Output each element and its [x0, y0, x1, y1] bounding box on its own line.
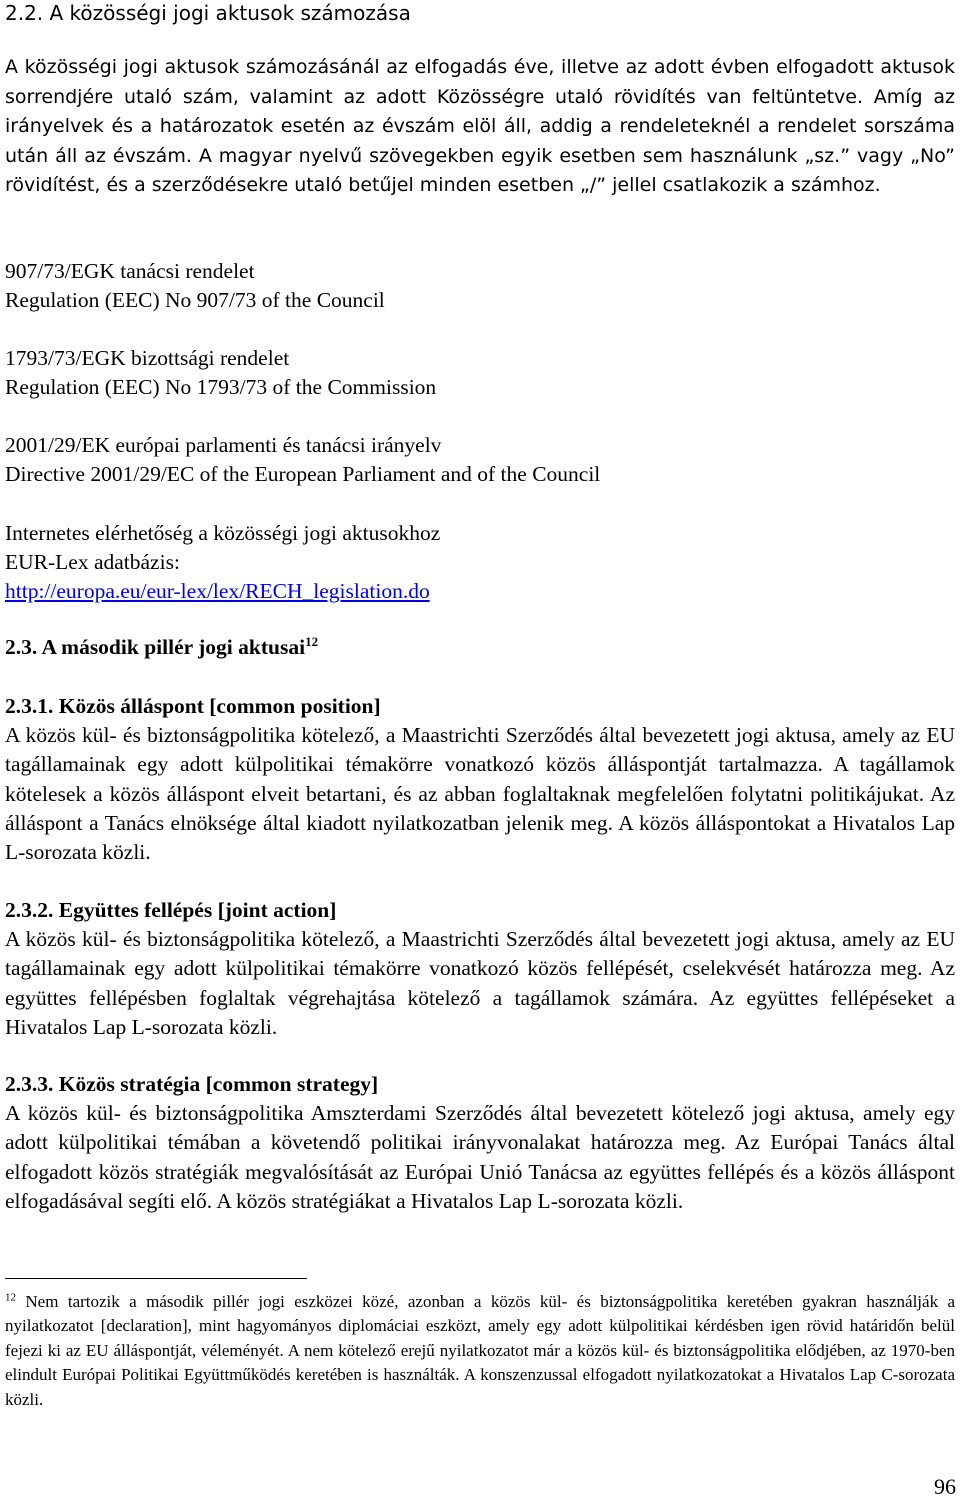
example-3-hu: 2001/29/EK európai parlamenti és tanácsi irányelv [5, 433, 442, 457]
example-3-en: Directive 2001/29/EC of the European Parliament and of the Council [5, 462, 601, 487]
eur-lex-access [5, 519, 955, 607]
section-2-2-paragraph: A közösségi jogi aktusok számozásánál az elfogadás éve, illetve az adott évben elfogadott aktusok sorrendjére utaló szám, valamint az adott Közösségre utaló rövidítés van feltüntetve. Amíg az irányelvek és a határozatok esetén az évszám elöl áll, addig a rendeleteknél a rendelet sorszáma után áll az évszám. A magyar nyelvű szövegekben egyik esetben sem használunk „sz.” vagy „No” rövidítést, és a szerződésekre utaló betűjel minden esetben „/” jellel csatlakozik a számhoz. [5, 56, 955, 196]
section-2-3-title: 2.3. A második pillér jogi aktusai [5, 635, 306, 659]
section-2-3-3-heading: 2.3.3. Közös stratégia [common strategy] [5, 1072, 379, 1096]
footnote-text: Nem tartozik a második pillér jogi eszközei közé, azonban a közös kül- és biztonságpolitika keretében gyakran használják a nyilatkozatot [declaration], mint hagyományos diplomáciai eszközt, amely egy adott külpolitikai kérdésben igen rövid határidőn belül fejezi ki az EU álláspontját, véleményét. A nem kötelező erejű nyilatkozatot már a közös kül- és biztonságpolitika elődjében, az 1970-ben elindult Európai Politikai Együttműködés keretében is használták. A konszenzussal elfogadott nyilatkozatokat a Hivatalos Lap C-sorozata közli. [5, 1292, 956, 1409]
example-1-hu: 907/73/EGK tanácsi rendelet [5, 259, 255, 283]
section-2-3-2-paragraph: A közös kül- és biztonságpolitika kötelező, a Maastrichti Szerződés által bevezetett jogi aktusa, amely az EU tagállamainak egy adott külpolitikai témakörre vonatkozó közös fellépését, cselekvését határozza meg. Az együttes fellépésben foglaltak végrehajtása kötelező a tagállamok számára. Az együttes fellépéseket a Hivatalos Lap L-sorozata közli. [5, 927, 955, 1039]
section-2-3-3-paragraph: A közös kül- és biztonságpolitika Amszterdami Szerződés által bevezetett kötelező jogi aktusa, amely egy adott külpolitikai témában a követendő politikai irányvonalakat határozza meg. Az Európai Tanács által elfogadott közös stratégiák megvalósítását az Európai Unió Tanácsa az együttes fellépés és a közös álláspont elfogadásával segíti elő. A közös stratégiákat a Hivatalos Lap L-sorozata közli. [5, 1101, 955, 1213]
section-2-3-2-heading: 2.3.2. Együttes fellépés [joint action] [5, 898, 337, 922]
example-2 [5, 344, 955, 402]
section-2-3-1-paragraph: A közös kül- és biztonságpolitika kötelező, a Maastrichti Szerződés által bevezetett jogi aktusa, amely az EU tagállamainak egy adott külpolitikai témakörre vonatkozó közös álláspontját tartalmazza. A tagállamok kötelesek a közös álláspont elveit betartani, és az abban foglaltaknak megfelelően folytatni politikájukat. Az álláspont a Tanács elnöksége által kiadott nyilatkozatban jelenik meg. A közös álláspontokat a Hivatalos Lap L-sorozata közli. [5, 723, 955, 865]
section-2-3-2 [5, 896, 955, 1042]
eur-lex-link[interactable]: http://europa.eu/eur-lex/lex/RECH_legislation.do [5, 579, 430, 604]
footnote-number: 12 [5, 1291, 16, 1304]
footnote-separator [5, 1278, 307, 1279]
access-intro: Internetes elérhetőség a közösségi jogi aktusokhoz [5, 521, 441, 545]
example-3 [5, 431, 955, 489]
section-2-3-3 [5, 1070, 955, 1216]
page-number: 96 [934, 1474, 956, 1499]
footnote-ref-12[interactable]: 12 [305, 633, 319, 649]
example-1-en: Regulation (EEC) No 907/73 of the Council [5, 288, 385, 313]
section-heading-2-3 [5, 633, 955, 662]
access-db-label: EUR-Lex adatbázis: [5, 550, 180, 575]
section-2-3-1-heading: 2.3.1. Közös álláspont [common position] [5, 694, 381, 718]
example-2-en: Regulation (EEC) No 1793/73 of the Commission [5, 375, 437, 400]
section-2-2-body [5, 53, 955, 201]
footnote-12 [5, 1290, 955, 1412]
example-2-hu: 1793/73/EGK bizottsági rendelet [5, 346, 290, 370]
example-1 [5, 257, 955, 315]
section-heading-2-2: 2.2. A közösségi jogi aktusok számozása [5, 1, 411, 25]
section-2-3-1 [5, 692, 955, 867]
